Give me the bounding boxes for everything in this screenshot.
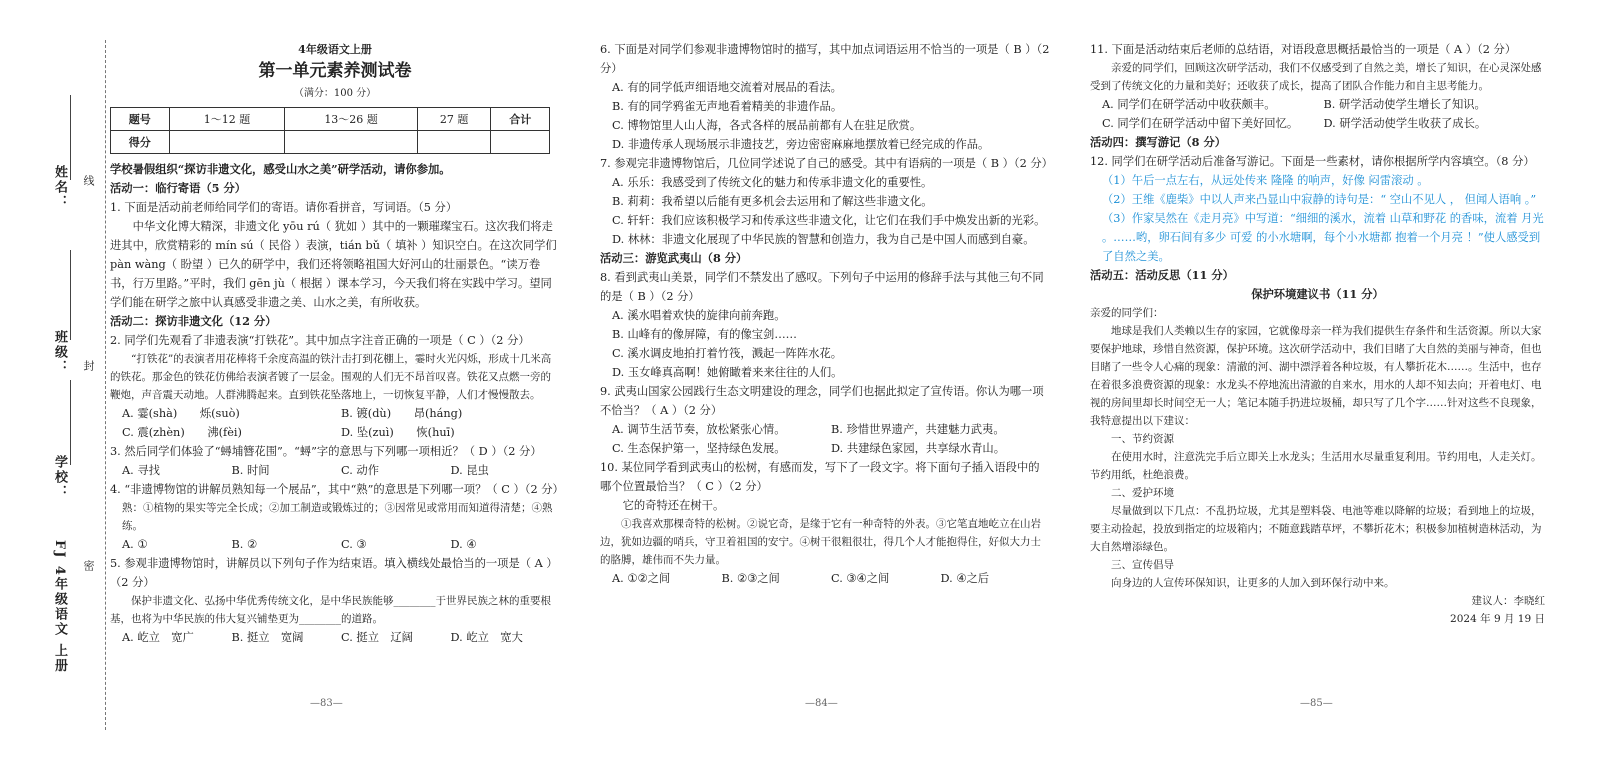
question-5-options — [122, 628, 560, 647]
question-11-options — [1102, 95, 1545, 114]
question-5: 5. 参观非遗博物馆时，讲解员以下列句子作为结束语。填入横线处最恰当的一项是（ A ）（2 分） — [110, 557, 558, 589]
question-10-options — [612, 569, 1050, 588]
option[interactable]: C. ③④之间 — [831, 572, 890, 585]
school-label: 学校： — [52, 455, 67, 500]
letter-greeting: 亲爱的同学们： — [1090, 307, 1164, 319]
answer-fill[interactable]: （1）午后一点左右，从远处传来 隆隆 的响声，好像 闷雷滚动 。 — [1102, 174, 1429, 187]
option[interactable]: B. ② — [231, 538, 258, 551]
page-number: —84— — [805, 698, 838, 709]
score-head: 合计 — [491, 108, 550, 131]
option[interactable]: D. 坠(zuì) 恢(huī) — [341, 426, 455, 439]
score-cell: 得分 — [111, 131, 170, 154]
score-cell[interactable] — [169, 131, 285, 154]
score-cell[interactable] — [491, 131, 550, 154]
question-8: 8. 看到武夷山美景，同学们不禁发出了感叹。下列句子中运用的修辞手法与其他三句不同的是（ B ）（2 分） — [600, 271, 1044, 303]
option[interactable]: B. 莉莉：我希望以后能有更多机会去运用和了解这些非遗文化。 — [612, 195, 933, 208]
option[interactable]: B. 镀(dù) 昂(háng) — [341, 407, 463, 420]
option[interactable]: C. 溪水调皮地拍打着竹筏，溅起一阵阵水花。 — [612, 347, 843, 360]
question-5-passage: 保护非遗文化、弘扬中华优秀传统文化，是中华民族能够________于世界民族之林的重要根基，也将为中华民族的伟大复兴铺垫更为________的道路。 — [110, 595, 551, 625]
name-label: 姓名： — [52, 165, 67, 210]
option[interactable]: A. 屹立 宽广 — [122, 631, 194, 644]
activity-heading: 活动一：临行寄语（5 分） — [110, 181, 247, 195]
section-heading: 二、爱护环境 — [1111, 487, 1174, 499]
question-4: 4. “非遗博物馆的讲解员熟知每一个展品”，其中“熟”的意思是下列哪一项？（ C ）（2 分） — [110, 483, 564, 496]
option[interactable]: C. 轩轩：我们应该积极学习和传承这些非遗文化，让它们在我们手中焕发出新的光彩。 — [612, 214, 1046, 227]
score-head: 题号 — [111, 108, 170, 131]
option[interactable]: A. ① — [122, 538, 148, 551]
score-cell[interactable] — [285, 131, 417, 154]
section-heading: 三、宣传倡导 — [1111, 559, 1174, 571]
option[interactable]: D. 非遗传承人现场展示非遗技艺，旁边密密麻麻地摆放着已经完成的作品。 — [612, 138, 990, 151]
question-10-sentence: 它的奇特还在树干。 — [622, 499, 725, 512]
activity-heading: 活动五：活动反思（11 分） — [1090, 268, 1234, 282]
option[interactable]: B. 挺立 宽阔 — [231, 631, 304, 644]
section-heading: 一、节约资源 — [1111, 433, 1174, 445]
class-label: 班级： — [52, 330, 67, 375]
score-head: 13～26 题 — [285, 108, 417, 131]
question-11: 11. 下面是活动结束后老师的总结语，对语段意思概括最恰当的一项是（ A ）（2 分） — [1090, 43, 1517, 56]
option[interactable]: D. 屹立 宽大 — [450, 631, 523, 644]
class-line — [70, 250, 71, 340]
score-cell[interactable] — [417, 131, 491, 154]
option[interactable]: D. ④ — [450, 538, 477, 551]
page-number: —83— — [310, 698, 343, 709]
option[interactable]: C. 挺立 辽阔 — [341, 631, 413, 644]
option[interactable]: A. 调节生活节奏，放松紧张心情。 — [612, 423, 786, 436]
question-6: 6. 下面是对同学们参观非遗博物馆时的描写，其中加点词语运用不恰当的一项是（ B ）（2 分） — [600, 43, 1050, 75]
score-head: 1～12 题 — [169, 108, 285, 131]
letter-date: 2024 年 9 月 19 日 — [1450, 613, 1545, 625]
question-2: 2. 同学们先观看了非遗表演“打铁花”。其中加点字注音正确的一项是（ C ）（2 分） — [110, 334, 530, 347]
question-1: 1. 下面是活动前老师给同学们的寄语。请你看拼音，写词语。（5 分） — [110, 201, 458, 214]
question-9-options — [612, 439, 1050, 458]
question-9: 9. 武夷山国家公园践行生态文明建设的理念，同学们也据此拟定了宣传语。你认为哪一项不恰当？（ A ）（2 分） — [600, 385, 1044, 417]
section-body: 向身边的人宣传环保知识，让更多的人加入到环保行动中来。 — [1111, 577, 1395, 589]
question-11-options — [1102, 114, 1545, 133]
letter-body: 地球是我们人类赖以生存的家园，它就像母亲一样为我们提供生存条件和生活资源。所以大家要保护地球，珍惜自然资源，保护环境。这次研学活动中，我们目睹了大自然的美丽与神奇，但也目睹了一些令人心痛的现象：清澈的河、湖中漂浮着各种垃圾，有人攀折花木……。生活中，也存在着很多浪费资源的现象：水龙头不停地流出清澈的自来水，用水的人却不知去向；开着电灯、电视的房间里却长时间空无一人；笔记本随手扔进垃圾桶，却只写了几个字……针对这些不良现象，我特意提出以下建议： — [1090, 325, 1542, 427]
question-10: 10. 某位同学看到武夷山的松树，有感而发，写下了一段文字。将下面句子插入语段中的哪个位置最恰当？（ C ）（2 分） — [600, 461, 1040, 493]
page-84 — [600, 40, 1053, 588]
option[interactable]: D. 研学活动使学生收获了成长。 — [1323, 117, 1487, 130]
question-2-options — [122, 423, 560, 442]
option[interactable]: B. 研学活动使学生增长了知识。 — [1323, 98, 1486, 111]
option[interactable]: A. 寻找 — [122, 464, 160, 477]
intro: 学校暑假组织“探访非遗文化，感受山水之美”研学活动，请你参加。 — [110, 162, 451, 176]
option[interactable]: C. 同学们在研学活动中留下美好回忆。 — [1102, 117, 1299, 130]
school-line — [70, 380, 71, 465]
option[interactable]: B. 时间 — [231, 464, 270, 477]
activity-heading: 活动四：撰写游记（8 分） — [1090, 135, 1227, 149]
option[interactable]: B. 有的同学鸦雀无声地看着精美的非遗作品。 — [612, 100, 843, 113]
option[interactable]: B. ②③之间 — [721, 572, 780, 585]
option[interactable]: A. 有的同学低声细语地交流着对展品的看法。 — [612, 81, 842, 94]
letter-title: 保护环境建议书（11 分） — [1251, 287, 1384, 301]
question-12: 12. 同学们在研学活动后准备写游记。下面是一些素材，请你根据所学内容填空。（8 分） — [1090, 155, 1535, 168]
option[interactable]: B. 珍惜世界遗产，共建魅力武夷。 — [831, 423, 1005, 436]
option[interactable]: D. ④之后 — [940, 572, 990, 585]
question-2-options — [122, 404, 560, 423]
question-9-options — [612, 420, 1050, 439]
question-3-options — [122, 461, 560, 480]
option[interactable]: C. 博物馆里人山人海，各式各样的展品前都有人在驻足欣赏。 — [612, 119, 922, 132]
option[interactable]: A. 乐乐：我感受到了传统文化的魅力和传承非遗文化的重要性。 — [612, 176, 933, 189]
cut-line — [105, 40, 106, 730]
answer-fill[interactable]: （2）王维《鹿柴》中以人声来凸显山中寂静的诗句是：“ 空山不见人 ， 但闻人语响 。” — [1102, 193, 1537, 206]
exam-title: 第一单元素养测试卷 — [258, 61, 412, 81]
option[interactable]: C. 震(zhèn) 沸(fèi) — [122, 426, 242, 439]
question-3: 3. 然后同学们体验了“蟳埔簪花围”。“蟳”字的意思与下列哪一项相近？（ D ）（2 分） — [110, 445, 542, 458]
option[interactable]: D. 昆虫 — [450, 464, 489, 477]
section-body: 在使用水时，注意洗完手后立即关上水龙头；生活用水尽量重复利用。节约用电，人走关灯。节约用纸，杜绝浪费。 — [1090, 451, 1542, 481]
option[interactable]: B. 山峰有的像屏障，有的像宝剑…… — [612, 328, 797, 341]
cut-mark-secret: 密 — [82, 560, 95, 571]
option[interactable]: A. ①②之间 — [612, 572, 671, 585]
question-7: 7. 参观完非遗博物馆后，几位同学述说了自己的感受。其中有语病的一项是（ B ）（2 分） — [600, 157, 1053, 170]
option[interactable]: D. 林林：非遗文化展现了中华民族的智慧和创造力，我为自己是中国人而感到自豪。 — [612, 233, 1035, 246]
cut-mark-seal: 封 — [82, 360, 95, 371]
book-label: FJ 4年级语文 上册 — [52, 540, 67, 674]
option[interactable]: C. 动作 — [341, 464, 380, 477]
grade-label: 4年级语文上册 — [298, 43, 372, 56]
full-score: （满分：100 分） — [293, 88, 377, 99]
option[interactable]: A. 霎(shà) 烁(suò) — [122, 407, 240, 420]
page-85 — [1090, 40, 1545, 628]
question-4-definition: 熟：①植物的果实等完全长成；②加工制造或锻炼过的；③因常见或常用而知道得清楚；④熟练。 — [122, 502, 553, 532]
page-number: —85— — [1300, 698, 1333, 709]
binding-margin — [0, 0, 110, 772]
activity-heading: 活动二：探访非遗文化（12 分） — [110, 314, 277, 328]
option[interactable]: C. 生态保护第一，坚持绿色发展。 — [612, 442, 786, 455]
cut-mark-line: 线 — [82, 175, 95, 186]
answer-fill[interactable]: （3）作家吴然在《走月亮》中写道：“细细的溪水，流着 山草和野花 的香味，流着 月光 。……哟，卵石间有多少 可爱 的小水塘啊，每个小水塘都 抱着一个月亮 ！”使人感受到了自然之美。 — [1102, 212, 1544, 263]
page-83 — [110, 40, 564, 647]
option[interactable]: D. 共建绿色家园，共享绿水青山。 — [831, 442, 1005, 455]
question-11-passage: 亲爱的同学们，回顾这次研学活动，我们不仅感受到了自然之美，增长了知识，在心灵深处感受到了传统文化的力量和美好；还收获了成长，提高了团队合作能力和自主思考能力。 — [1090, 62, 1542, 92]
name-line — [70, 95, 71, 180]
option[interactable]: C. ③ — [341, 538, 367, 551]
section-body: 尽量做到以下几点：不乱扔垃圾，尤其是塑料袋、电池等难以降解的垃圾；看到地上的垃圾，要主动捡起，投放到指定的垃圾箱内；不随意践踏草坪，不攀折花木；积极参加植树造林活动，为大自然增添绿色。 — [1090, 505, 1542, 553]
question-10-passage: ①我喜欢那棵奇特的松树。②说它奇，是缘于它有一种奇特的外表。③它笔直地屹立在山岩边，犹如边疆的哨兵，守卫着祖国的安宁。④树干很粗很壮，得几个人才能抱得住，好似大力士的胳膊，雄伟而不失力量。 — [600, 518, 1041, 566]
score-table — [110, 107, 550, 154]
question-1-passage: 中华文化博大精深，非遗文化 yōu rú（ 犹如 ）其中的一颗璀璨宝石。这次我们将走进其中，欣赏精彩的 mín sú（ 民俗 ）表演，tián bǔ（ 填补 ）知识空白。在这次同学们 pàn wàng（ 盼望 ）已久的研学中，我们还将领略祖国大好河山的壮丽景色。“读万卷书，行万里路。”平时，我们 gēn jù（ 根据 ）课本学习，今天我们将在实践中学习。望同学们能在研学之旅中认真感受非遗之美、山水之美，有所收获。 — [110, 220, 557, 309]
option[interactable]: D. 玉女峰真高啊！她俯瞰着来来往往的人们。 — [612, 366, 843, 379]
activity-heading: 活动三：游览武夷山（8 分） — [600, 251, 748, 265]
signature: 建议人：李晓红 — [1471, 595, 1545, 607]
score-head: 27 题 — [417, 108, 491, 131]
question-2-passage: “打铁花”的表演者用花棒将千余度高温的铁汁击打到花棚上，霎时火光闪烁，形成十几米高的铁花。那金色的铁花仿佛给表演者镀了一层金。围观的人们无不昂首叹喜。铁花又点燃一旁的鞭炮，声音震天动地。人群沸腾起来。直到铁花坠落地上，一切恢复平静，人们才慢慢散去。 — [110, 353, 552, 401]
option[interactable]: A. 溪水唱着欢快的旋律向前奔跑。 — [612, 309, 786, 322]
question-4-options — [122, 535, 560, 554]
option[interactable]: A. 同学们在研学活动中收获颇丰。 — [1102, 98, 1276, 111]
